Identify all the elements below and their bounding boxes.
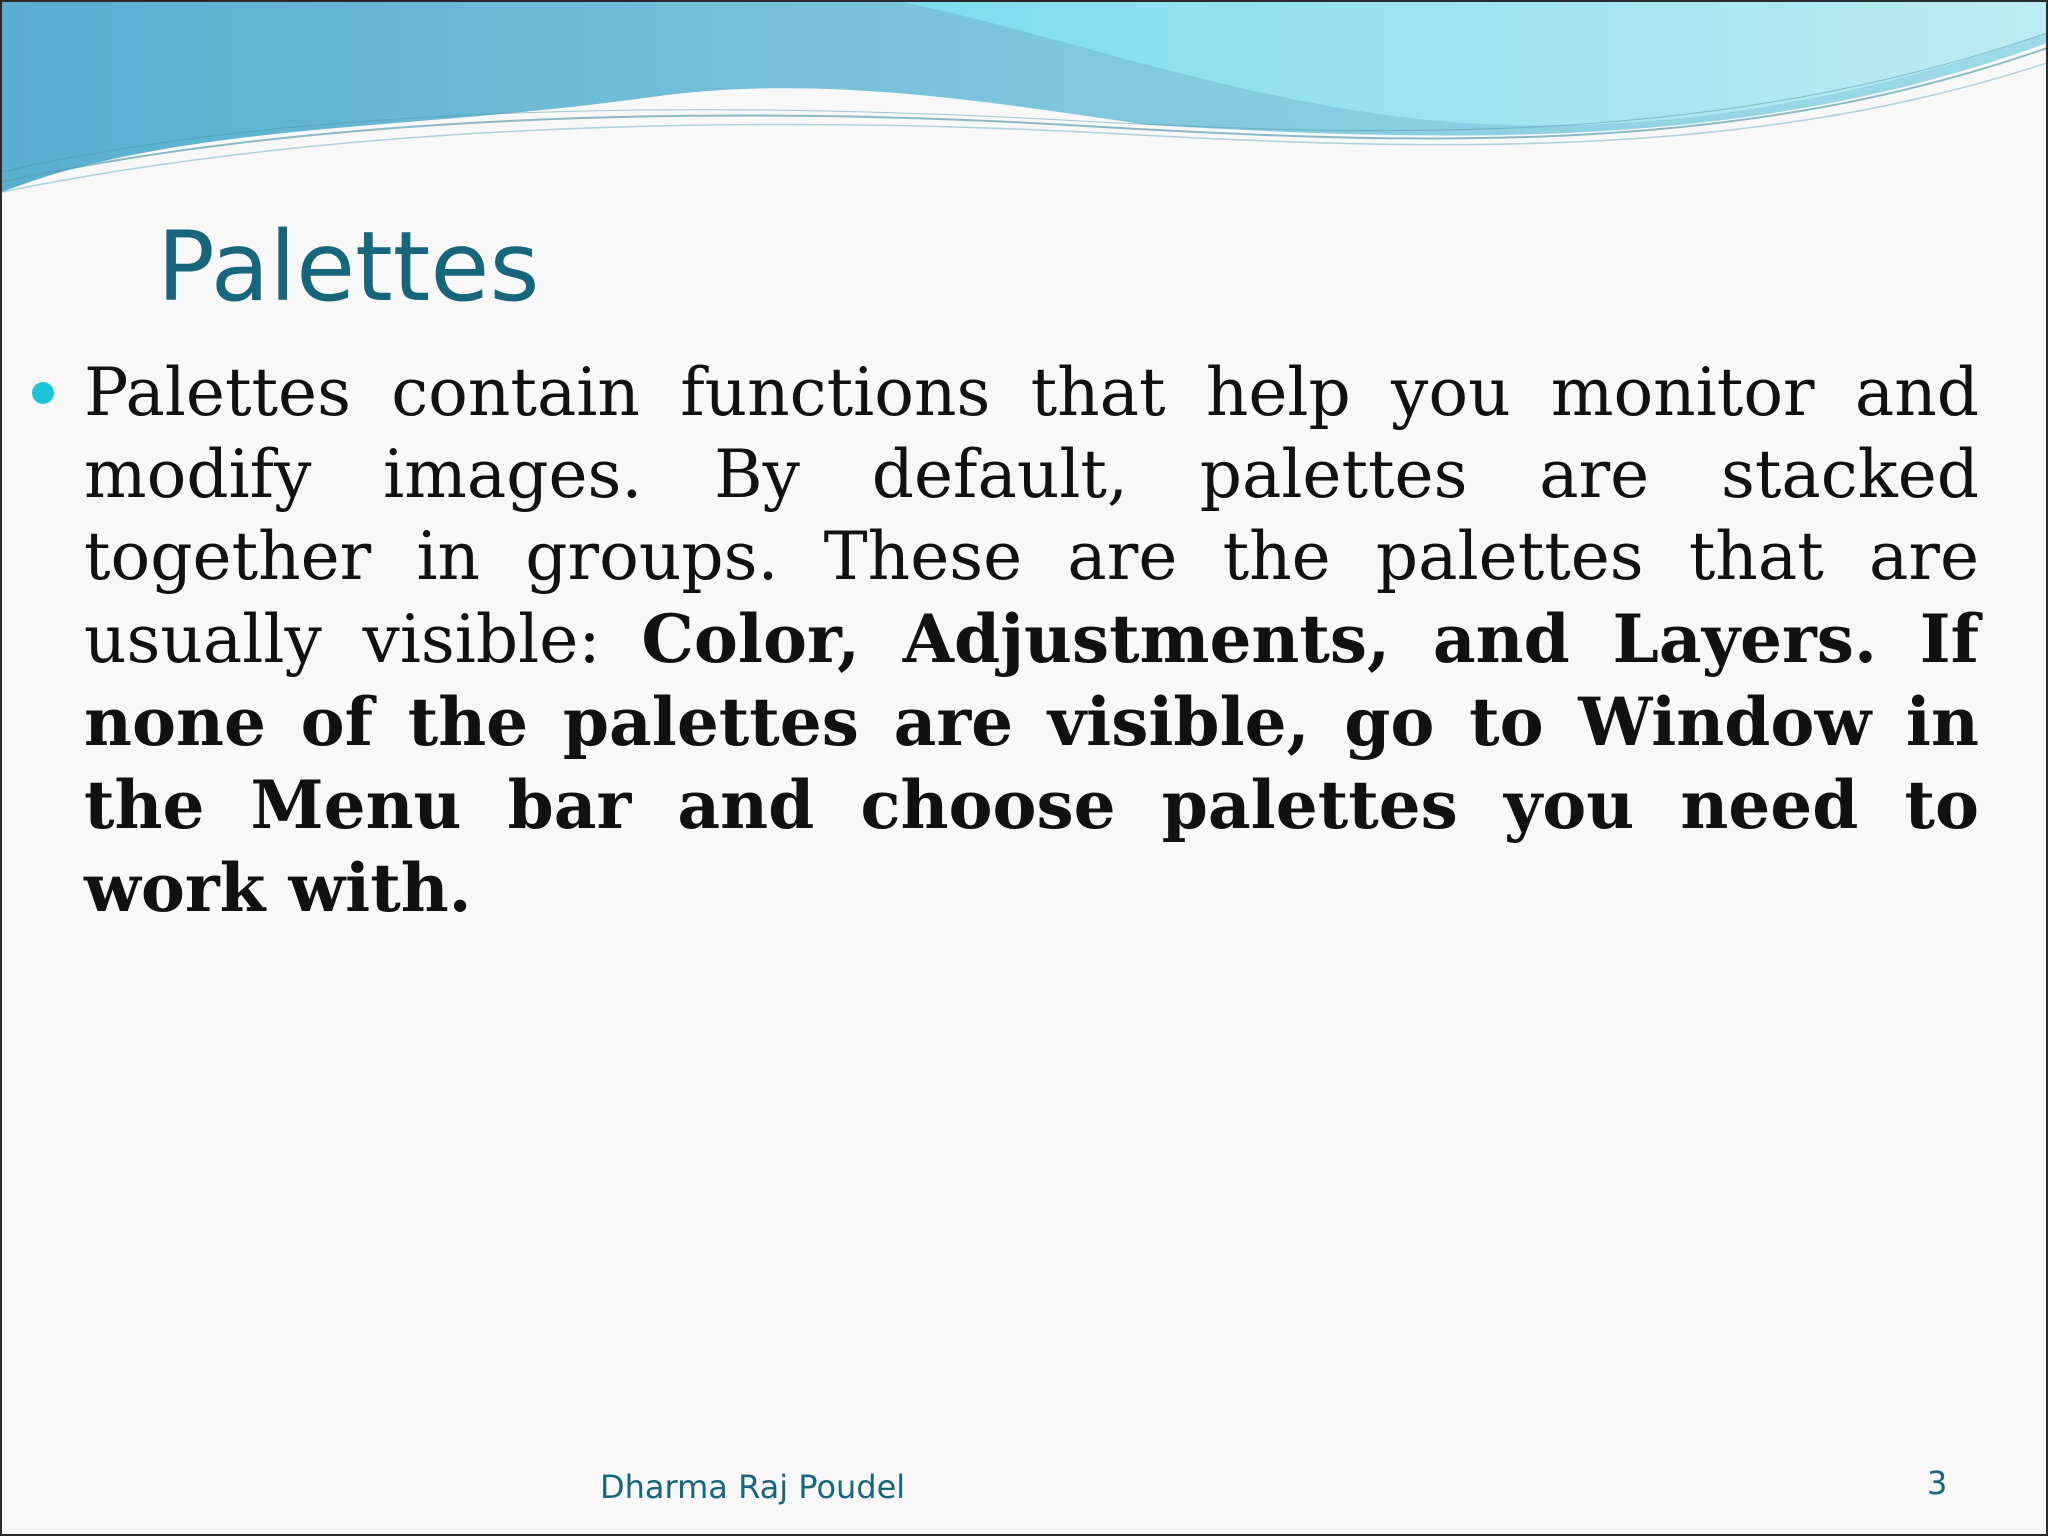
header-wave-decoration [2, 2, 2048, 242]
bullet-text-regular: Palettes contain functions that help you monitor and modify images. By default, palettes are stacked together in groups. These are the palettes that are usually visible: [84, 354, 1979, 678]
bullet-text [84, 352, 1979, 930]
bullet-item [24, 352, 1979, 930]
bullet-dot-icon [32, 382, 54, 404]
page-number: 3 [1927, 1464, 1948, 1502]
bullet-text-bold: Color, Adjustments, and Layers. If none of the palettes are visible, go to Window in the Menu bar and choose palettes you need to work with. [84, 600, 1979, 927]
slide-title: Palettes [157, 211, 540, 323]
footer-author: Dharma Raj Poudel [600, 1468, 906, 1506]
